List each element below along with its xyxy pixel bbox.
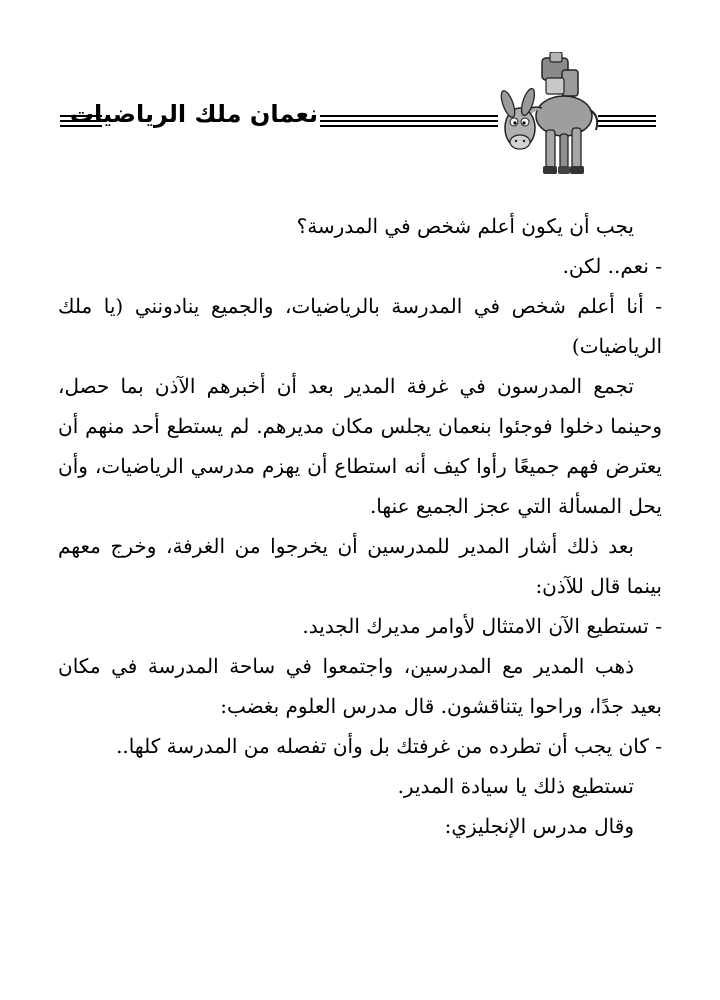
paragraph-teachers-gather: تجمع المدرسون في غرفة المدير بعد أن أخبرهم الآذن بما حصل، وحينما دخلوا فوجئوا بنعمان يجلس مكان مديرهم. لم يستطع أحد منهم أن يعترض فهم جميعًا رأوا كيف أنه استطاع أن يهزم مدرسي الرياضيات، وأن يحل المسألة التي عجز الجميع عنها. (58, 374, 662, 518)
paragraph-director-signals: بعد ذلك أشار المدير للمدرسين أن يخرجوا من الغرفة، وخرج معهم بينما قال للآذن: (58, 534, 662, 598)
donkey-with-backpack-icon (498, 52, 602, 192)
paragraph-question: يجب أن يكون أعلم شخص في المدرسة؟ (296, 214, 634, 238)
dialogue-line-expel: - كان يجب أن تطرده من غرفتك بل وأن تفصله من المدرسة كلها.. (116, 734, 662, 758)
paragraph-english-teacher: وقال مدرس الإنجليزي: (444, 814, 634, 838)
dialogue-line-math-king: - أنا أعلم شخص في المدرسة بالرياضيات، والجميع ينادونني (يا ملك الرياضيات) (58, 294, 662, 358)
story-text (58, 206, 662, 846)
dialogue-line-you-can: تستطيع ذلك يا سيادة المدير. (397, 774, 634, 798)
chapter-title: نعمان ملك الرياضيات (69, 100, 318, 128)
paragraph-courtyard: ذهب المدير مع المدرسين، واجتمعوا في ساحة المدرسة في مكان بعيد جدًا، وراحوا يتناقشون. قال مدرس العلوم بغضب: (58, 654, 662, 718)
decorative-rule-middle (320, 115, 498, 127)
decorative-rule-right (598, 115, 656, 127)
dialogue-line-yes-but: - نعم.. لكن. (562, 254, 662, 278)
dialogue-line-new-director: - تستطيع الآن الامتثال لأوامر مديرك الجديد. (302, 614, 662, 638)
chapter-header (0, 52, 720, 192)
